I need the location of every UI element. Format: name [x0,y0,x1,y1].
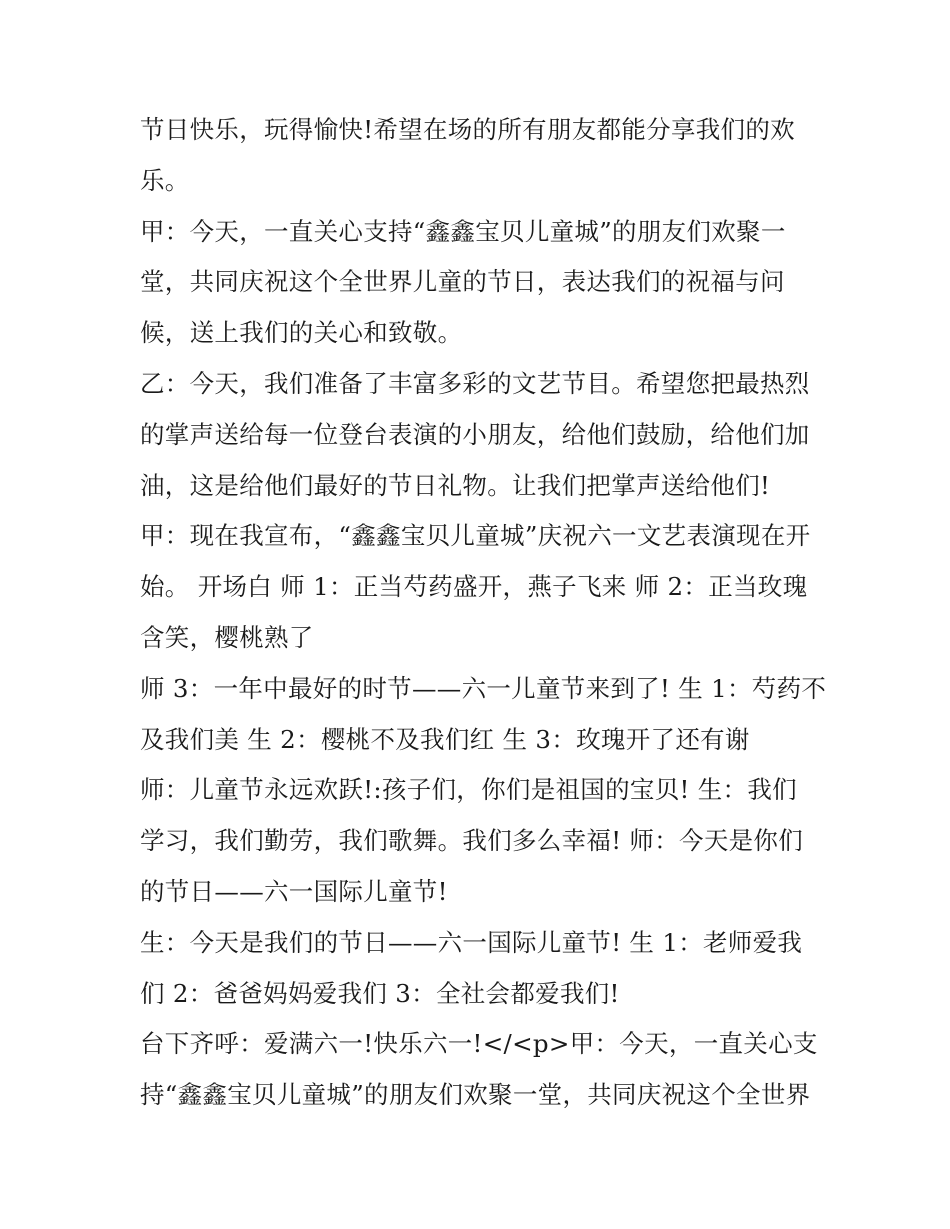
text-line: 节日快乐，玩得愉快!希望在场的所有朋友都能分享我们的欢 [140,115,795,144]
text-line: 堂，共同庆祝这个全世界儿童的节日，表达我们的祝福与问 [140,267,785,297]
text-line: 油，这是给他们最好的节日礼物。让我们把掌声送给他们! [140,470,771,500]
text-line: 师 3：一年中最好的时节——六一儿童节来到了! 生 1：芍药不 [140,673,827,703]
text-line: 台下齐呼：爱满六一!快乐六一!</<p>甲：今天，一直关心支 [140,1029,818,1059]
text-line: 师：儿童节永远欢跃!:孩子们，你们是祖国的宝贝! 生：我们 [140,775,797,805]
text-line: 含笑，樱桃熟了 [140,622,314,652]
text-line: 学习，我们勤劳，我们歌舞。我们多么幸福! 师：今天是你们 [140,826,804,856]
text-line: 甲：今天，一直关心支持“鑫鑫宝贝儿童城”的朋友们欢聚一 [140,216,786,246]
text-line: 持“鑫鑫宝贝儿童城”的朋友们欢聚一堂，共同庆祝这个全世界 [140,1080,811,1110]
text-line: 始。 开场白 师 1：正当芍药盛开，燕子飞来 师 2：正当玫瑰 [140,572,808,602]
text-line: 们 2：爸爸妈妈爱我们 3：全社会都爱我们! [140,978,620,1008]
text-line: 生：今天是我们的节日——六一国际儿童节! 生 1：老师爱我 [140,927,803,957]
text-line: 及我们美 生 2：樱桃不及我们红 生 3：玫瑰开了还有谢 [140,724,750,754]
text-line: 的节日——六一国际儿童节! [140,876,448,906]
text-line: 乙：今天，我们准备了丰富多彩的文艺节目。希望您把最热烈 [140,368,810,398]
text-line: 甲：现在我宣布，“鑫鑫宝贝儿童城”庆祝六一文艺表演现在开 [140,521,811,551]
document-body [140,105,840,1121]
text-line: 的掌声送给每一位登台表演的小朋友，给他们鼓励，给他们加 [140,419,810,449]
text-line: 乐。 [140,165,190,195]
text-line: 候，送上我们的关心和致敬。 [140,318,463,348]
